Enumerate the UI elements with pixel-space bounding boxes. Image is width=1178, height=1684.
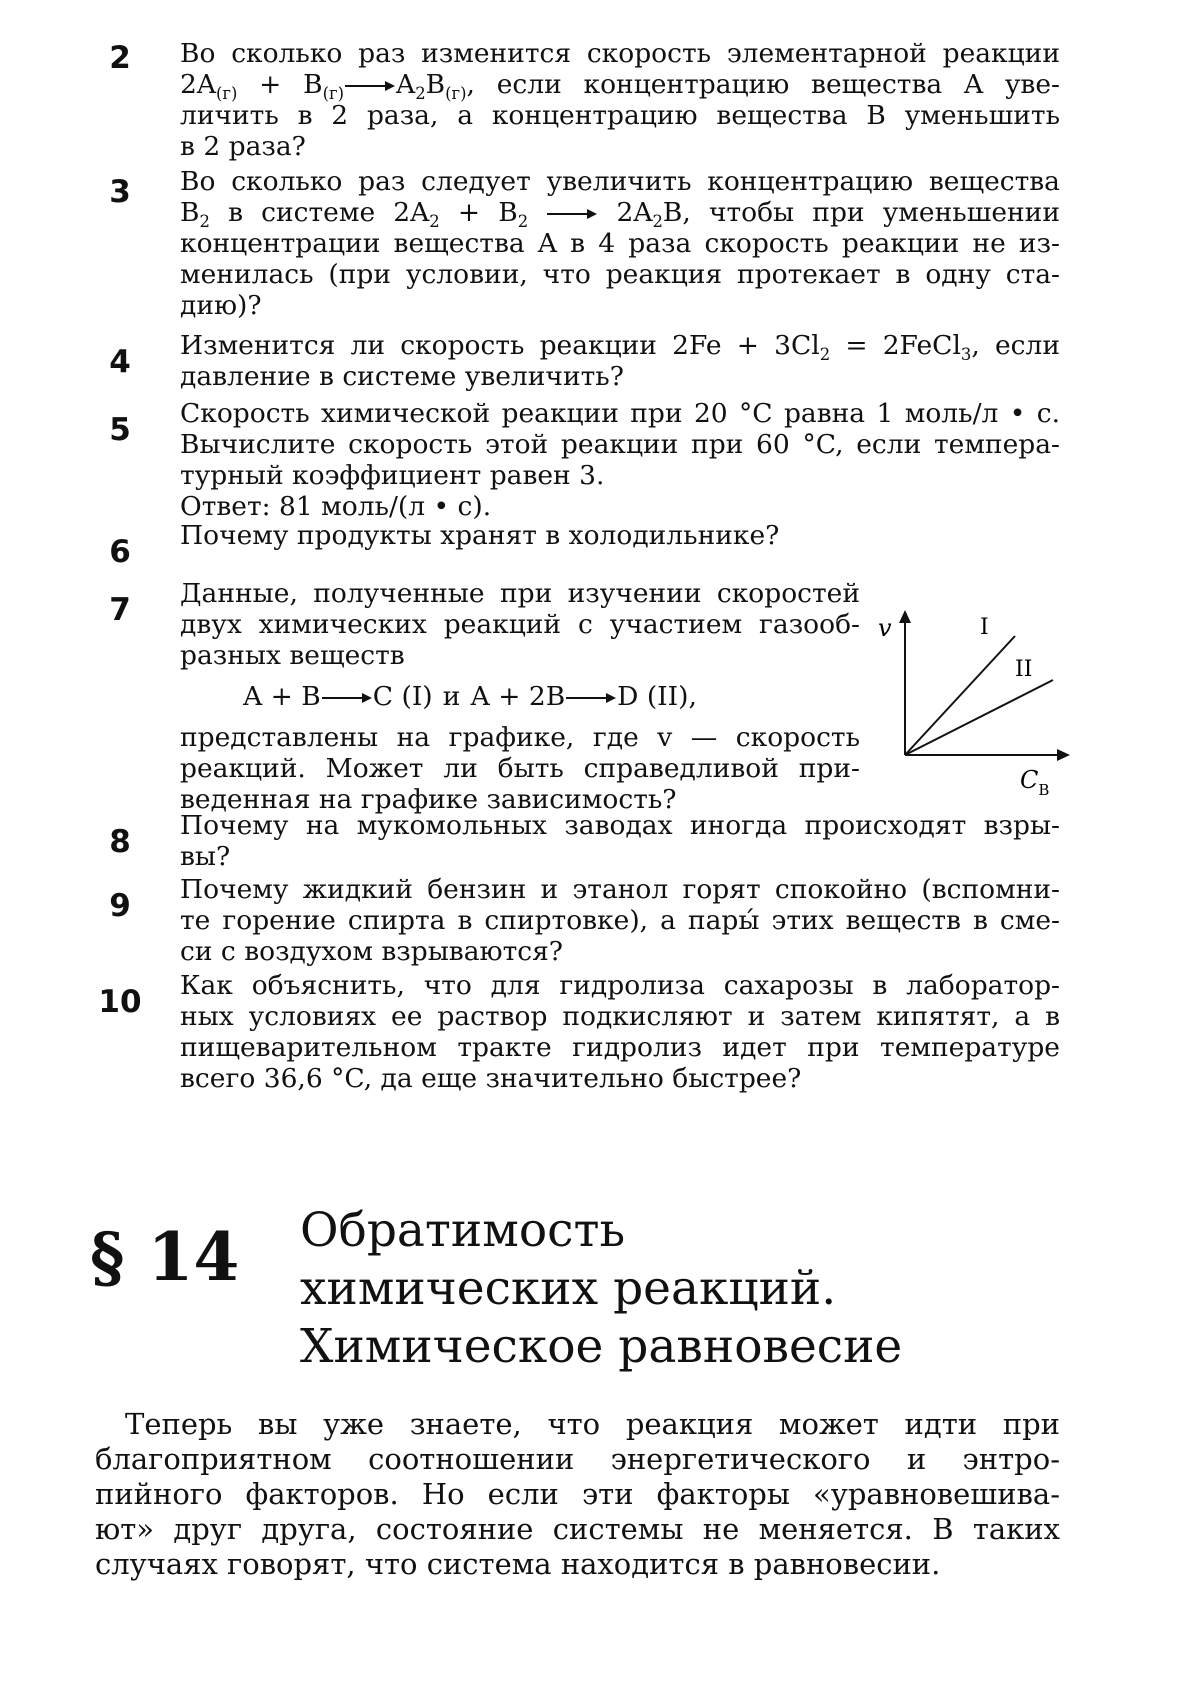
- question-number: 6: [109, 534, 131, 570]
- question-text: Во сколько раз изменится скорость элементарной реакции $2A_{(г)} + B_{(г)}$ $A_2B_{(г)}$, если концентрацию вещества A уве- личить в 2 раза, а концентрацию вещества B уменьшить в 2 раза?: [180, 38, 1060, 162]
- reaction-equation-line: $2A_{(г)} + B_{(г)}$ $A_2B_{(г)}$, если концентрацию вещества A уве-: [180, 69, 1060, 103]
- line-I-label: I: [980, 615, 989, 640]
- question-text: Во сколько раз следует увеличить концентрацию вещества $B_2$ в системе $2A_2 + B_2$ $2A_2B$, чтобы при уменьшении концентрации вещества A в 4 раза скорость реакции не из- менилась (при условии, что реакция протекает в одну ста- дию)?: [180, 166, 1061, 321]
- question-text: Почему продукты хранят в холодильнике?: [180, 520, 780, 551]
- reaction-arrow-icon: [344, 79, 396, 93]
- reaction-equation-line: $B_2$ в системе $2A_2 + B_2$ $2A_2B$, чтобы при уменьшении: [180, 197, 1061, 231]
- y-axis-arrow-icon: [899, 610, 911, 623]
- section-title: Обратимость химических реакций. Химическое равновесие: [300, 1203, 903, 1374]
- question-text: Как объяснить, что для гидролиза сахарозы в лаборатор- ных условиях ее раствор подкисляют и затем кипятят, а в пищеварительном тракте гидролиз идет при температуре всего 36,6 °C, да еще значительно быстрее?: [180, 970, 1060, 1094]
- line-II-label: II: [1015, 657, 1033, 682]
- question-text: Почему жидкий бензин и этанол горят спокойно (вспомни- те горение спирта в спиртовке), а пары́ этих веществ в сме- си с воздухом взрываются?: [180, 874, 1060, 967]
- intro-paragraph: Теперь вы уже знаете, что реакция может идти при благоприятном соотношении энергетического и энтро- пийного факторов. Но если эти факторы «уравновешива- ют» друг друга, состояние системы не меняется. В таких случаях говорят, что система находится в равновесии.: [95, 1407, 1060, 1581]
- question-text: Скорость химической реакции при 20 °C равна 1 моль/л • с. Вычислите скорость этой реакции при 60 °C, если темпера- турный коэффициент равен 3. Ответ: 81 моль/(л • с).: [180, 398, 1060, 522]
- reaction-arrow-icon: [546, 207, 598, 221]
- section-number: § 14: [90, 1218, 240, 1296]
- question-text: Данные, полученные при изучении скоростей двух химических реакций с участием газооб- разных веществ A + B C (I) и A + 2B D (II), представлены на графике, где v — скорость реакций. Может ли быть справедливой при- веденная на графике зависимость?: [180, 578, 860, 815]
- question-number: 8: [109, 824, 131, 860]
- line-I: [905, 636, 1015, 755]
- line-II: [905, 680, 1053, 755]
- rate-graph: [870, 610, 1070, 800]
- reaction-arrow-icon: [565, 691, 617, 705]
- reaction-arrow-icon: [321, 691, 373, 705]
- x-axis-label: $C_B$: [1020, 766, 1050, 799]
- reaction-equations: A + B C (I) и A + 2B D (II),: [243, 681, 697, 712]
- question-number: 7: [109, 592, 131, 628]
- question-number: 5: [109, 412, 131, 448]
- question-number: 10: [98, 984, 142, 1020]
- y-axis-label: v: [878, 614, 892, 642]
- x-axis-arrow-icon: [1057, 749, 1070, 761]
- answer-text: Ответ: 81 моль/(л • с).: [180, 491, 492, 522]
- question-number: 4: [109, 344, 131, 380]
- question-number: 3: [109, 174, 131, 210]
- question-text: Изменится ли скорость реакции $2Fe + 3Cl_2$ = 2FeCl$_3$, если давление в системе увеличить?: [180, 330, 1060, 392]
- question-number: 2: [109, 40, 131, 76]
- question-text: Почему на мукомольных заводах иногда происходят взры- вы?: [180, 810, 1060, 872]
- question-number: 9: [109, 888, 131, 924]
